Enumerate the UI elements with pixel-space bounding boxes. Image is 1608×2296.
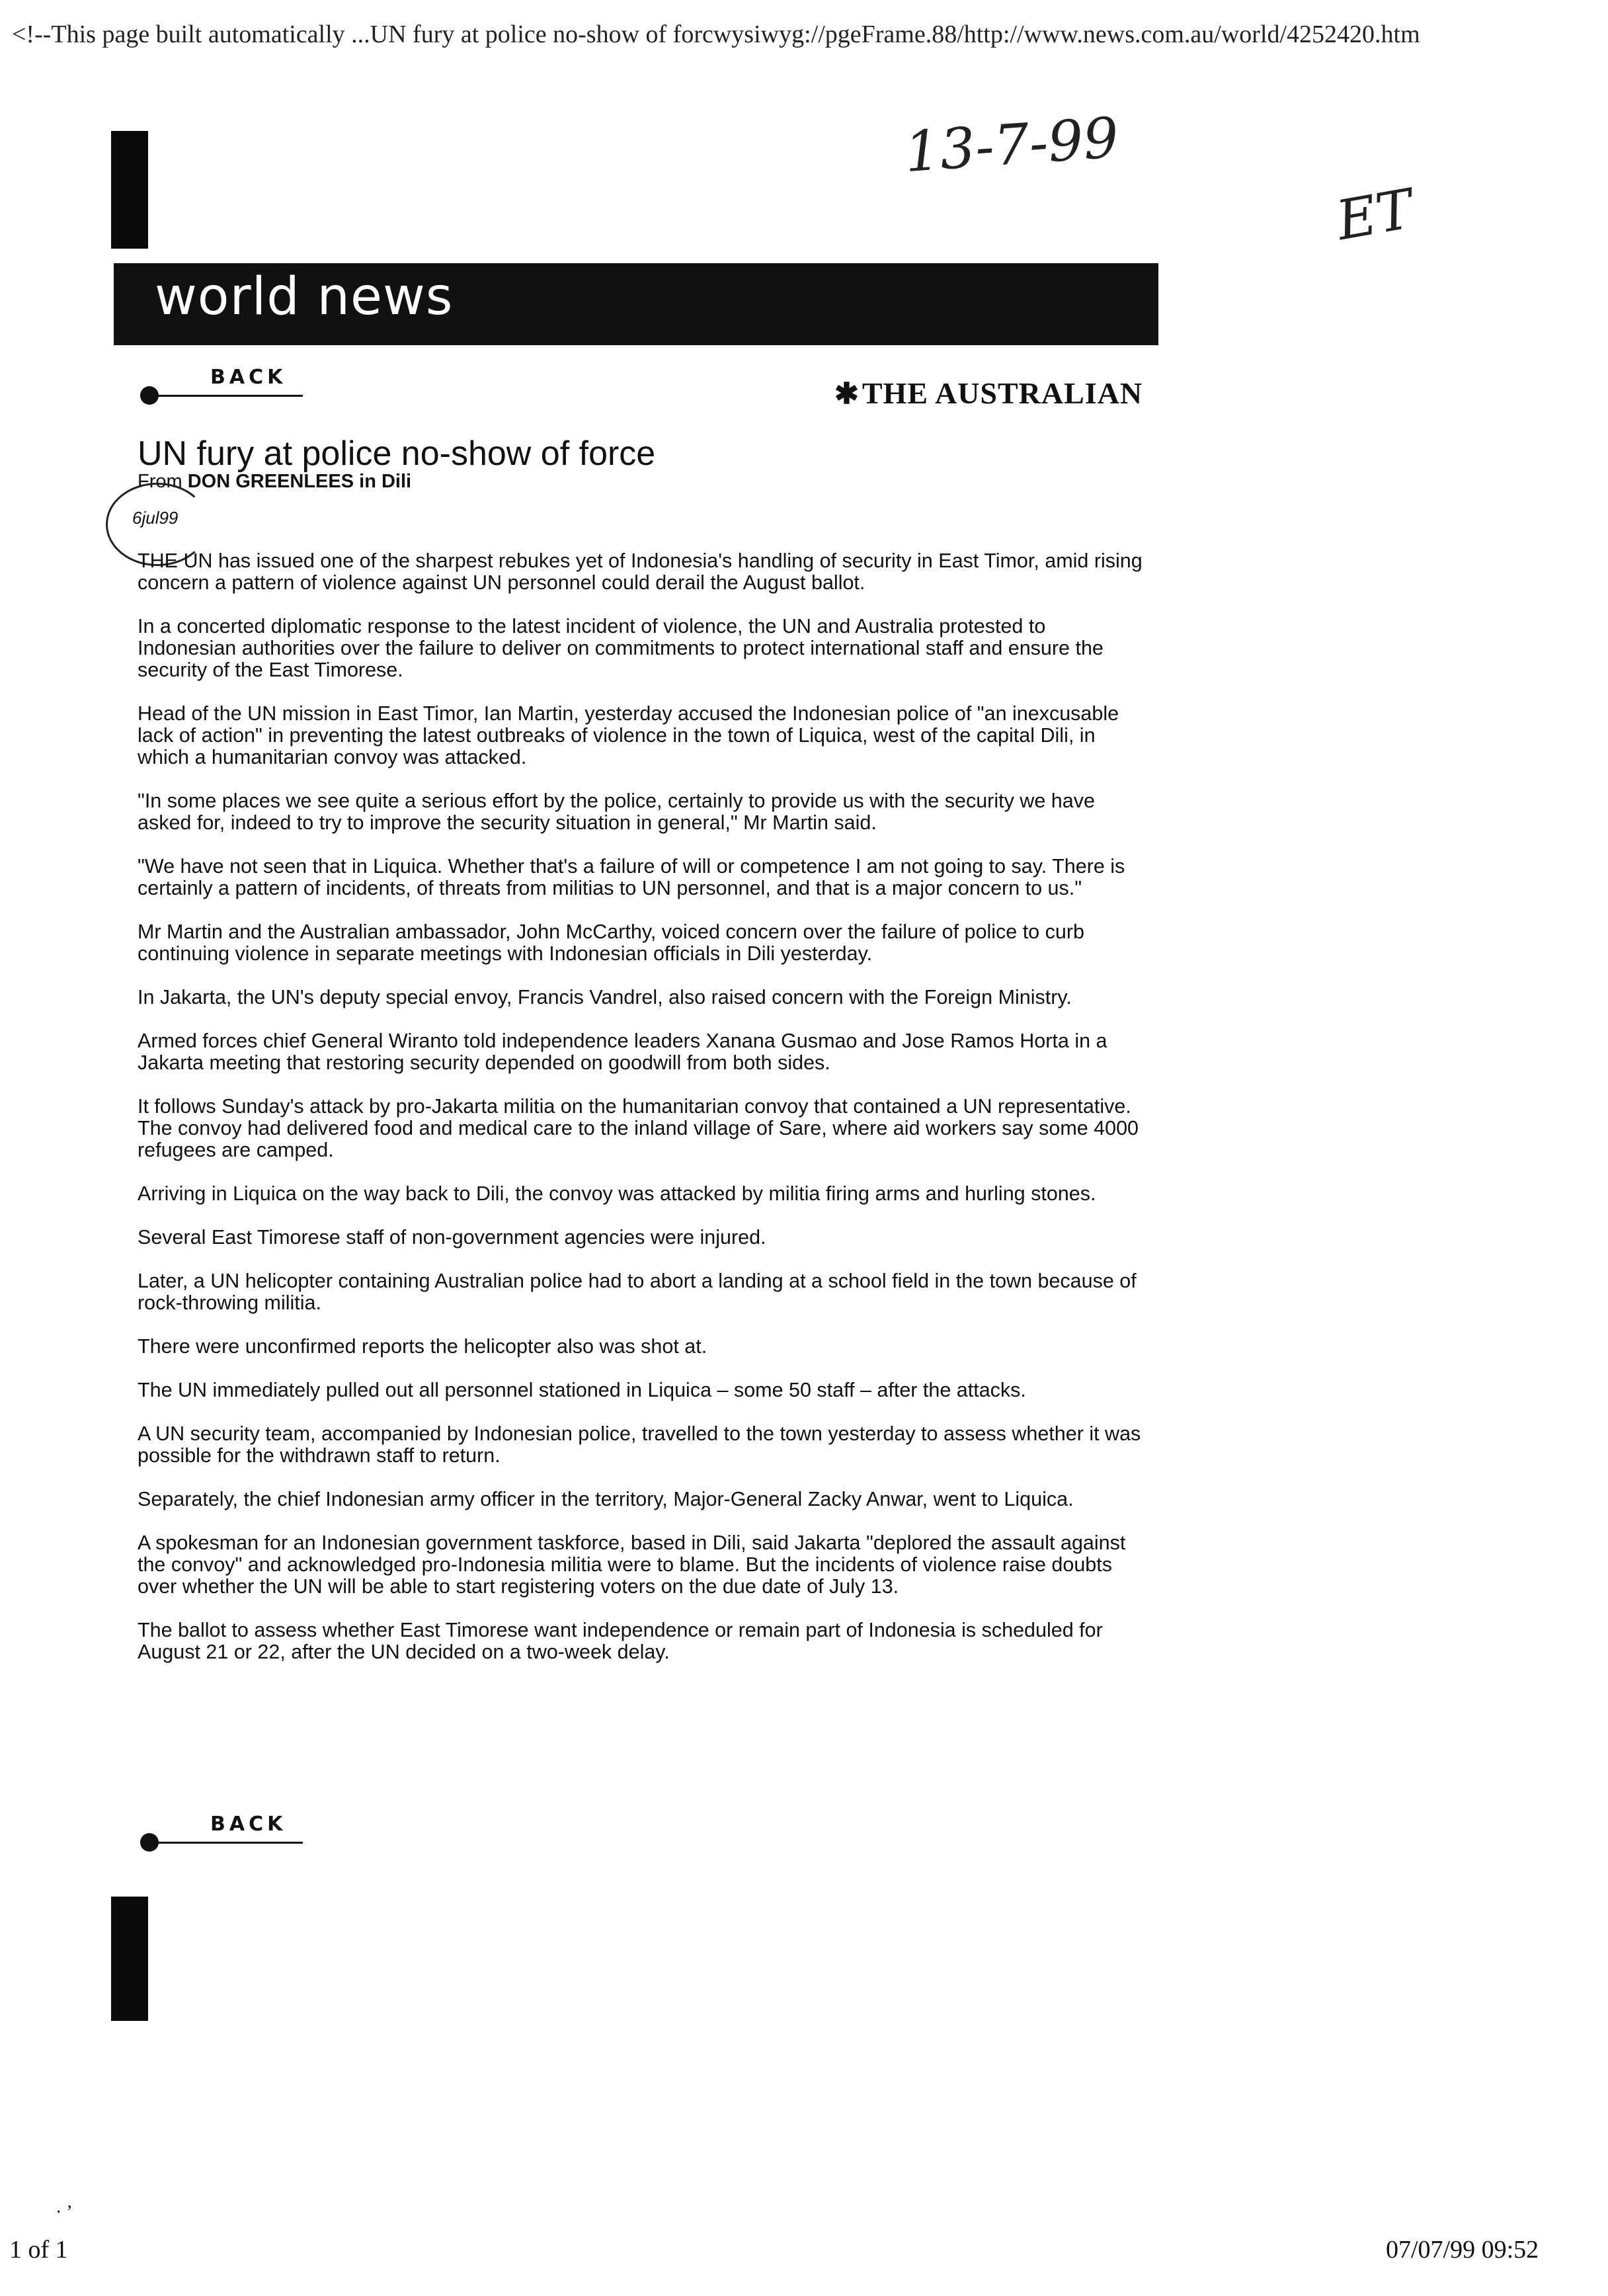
- page-count: 1 of 1: [9, 2236, 68, 2264]
- paragraph: There were unconfirmed reports the helicopter also was shot at.: [138, 1335, 707, 1358]
- back-underline: [157, 1813, 303, 1844]
- browser-header-line: <!--This page built automatically ...UN fury at police no-show of forcwysiwyg://pgeFrame.88/http://www.news.com.au/world/4252420.htm: [12, 20, 1420, 48]
- handwritten-initials: ET: [1332, 177, 1418, 253]
- back-link-bottom[interactable]: [140, 1813, 303, 1852]
- decorative-bar-top: [111, 131, 148, 249]
- stray-mark: · ’: [56, 2202, 73, 2223]
- paragraph: "We have not seen that in Liquica. Whether that's a failure of will or competence I am not going to say. There is certainly a pattern of incidents, of threats from militias to UN personnel, and that is a major concern to us.": [138, 855, 1125, 899]
- section-banner: [114, 263, 1158, 345]
- paragraph: A UN security team, accompanied by Indonesian police, travelled to the town yesterday to assess whether it was possible for the withdrawn staff to return.: [138, 1422, 1141, 1467]
- paragraph: In Jakarta, the UN's deputy special envoy, Francis Vandrel, also raised concern with the Foreign Ministry.: [138, 986, 1072, 1008]
- decorative-bar-bottom: [111, 1897, 148, 2021]
- paragraph: In a concerted diplomatic response to the latest incident of violence, the UN and Australia protested to Indonesian authorities over the failure to deliver on commitments to protect international staff and ensure the security of the East Timorese.: [138, 615, 1104, 681]
- paragraph: THE UN has issued one of the sharpest rebukes yet of Indonesia's handling of security in East Timor, amid rising concern a pattern of violence against UN personnel could derail the August ballot.: [138, 550, 1143, 594]
- paragraph: Armed forces chief General Wiranto told independence leaders Xanana Gusmao and Jose Ramos Horta in a Jakarta meeting that restoring security depended on goodwill from both sides.: [138, 1030, 1107, 1074]
- paragraph: "In some places we see quite a serious effort by the police, certainly to provide us with the security we have asked for, indeed to try to improve the security situation in general," Mr Martin said.: [138, 790, 1095, 834]
- article-headline: UN fury at police no-show of force: [138, 434, 656, 473]
- byline-prefix: From: [138, 471, 188, 492]
- paragraph: Head of the UN mission in East Timor, Ian Martin, yesterday accused the Indonesian police of "an inexcusable lack of action" in preventing the latest outbreaks of violence in the town of Liquica, west of the capital Dili, in which a humanitarian convoy was attacked.: [138, 702, 1119, 768]
- section-title: world news: [155, 267, 454, 327]
- paragraph: Arriving in Liquica on the way back to Dili, the convoy was attacked by militia firing arms and hurling stones.: [138, 1182, 1096, 1205]
- handwritten-date: 13-7-99: [902, 104, 1121, 185]
- paragraph: Separately, the chief Indonesian army officer in the territory, Major-General Zacky Anwar, went to Liquica.: [138, 1488, 1074, 1510]
- back-link-top[interactable]: [140, 366, 303, 405]
- paragraph: Later, a UN helicopter containing Australian police had to abort a landing at a school field in the town because of rock-throwing militia.: [138, 1270, 1137, 1314]
- masthead-star-icon: ✱: [834, 378, 860, 410]
- print-timestamp: 07/07/99 09:52: [1386, 2236, 1539, 2264]
- paragraph: Several East Timorese staff of non-government agencies were injured.: [138, 1226, 766, 1249]
- bullet-icon: [140, 1833, 159, 1852]
- paragraph: The UN immediately pulled out all personnel stationed in Liquica – some 50 staff – after the attacks.: [138, 1379, 1026, 1401]
- publication-masthead: [834, 376, 1143, 411]
- back-label: BACK: [210, 366, 287, 389]
- article-body: [138, 550, 1143, 1685]
- byline-author: DON GREENLEES in Dili: [187, 471, 412, 492]
- back-label: BACK: [210, 1813, 287, 1836]
- paragraph: A spokesman for an Indonesian government taskforce, based in Dili, said Jakarta "deplored the assault against the convoy" and acknowledged pro-Indonesia militia were to blame. But the incidents of violence raise doubts over whether the UN will be able to start registering voters on the due date of July 13.: [138, 1532, 1126, 1598]
- article-date: 6jul99: [132, 508, 179, 528]
- masthead-name: THE AUSTRALIAN: [862, 376, 1143, 410]
- paragraph: Mr Martin and the Australian ambassador, John McCarthy, voiced concern over the failure of police to curb continuing violence in separate meetings with Indonesian officials in Dili yesterday.: [138, 921, 1084, 965]
- paragraph: It follows Sunday's attack by pro-Jakarta militia on the humanitarian convoy that contained a UN representative. The convoy had delivered food and medical care to the inland village of Sare, where aid workers say some 4000 refugees are camped.: [138, 1095, 1139, 1161]
- back-underline: [157, 366, 303, 397]
- paragraph: The ballot to assess whether East Timorese want independence or remain part of Indonesia is scheduled for August 21 or 22, after the UN decided on a two-week delay.: [138, 1619, 1103, 1663]
- bullet-icon: [140, 386, 159, 405]
